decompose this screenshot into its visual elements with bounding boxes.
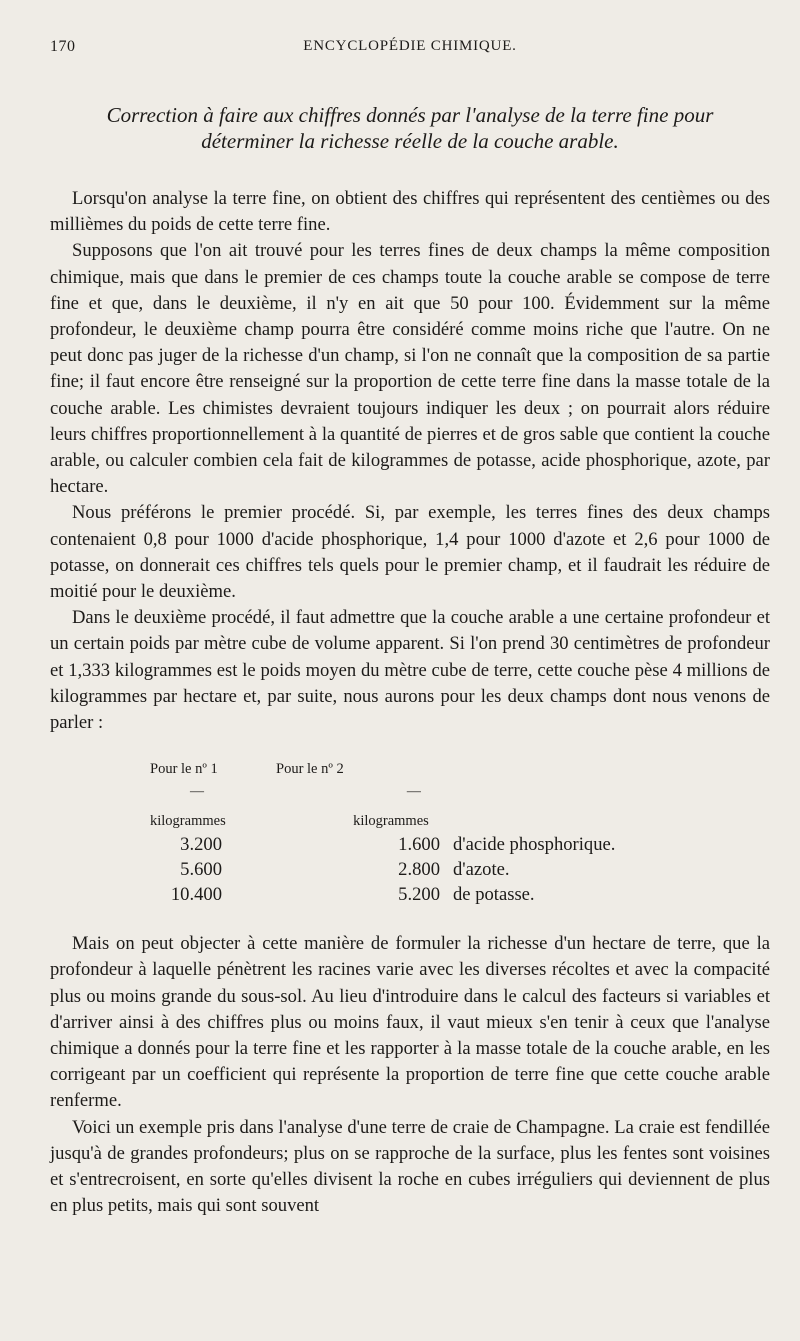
paragraph: Supposons que l'on ait trouvé pour les terres fines de deux champs la même composition chimique, mais que dans le premier de ces champs toute la couche arable se compose de terre fine et que, dans le deuxième, il n'y en ait que 50 pour 100. Évidemment sur la même profondeur, le deuxième champ pourra être considéré comme moins riche que l'autre. On ne peut donc pas juger de la richesse d'un champ, si l'on ne connaît que la composition de sa partie fine; il faut encore être renseigné sur la proportion de cette terre fine dans la masse totale de la couche arable. Les chimistes devraient toujours indiquer les deux ; on pourrait alors réduire leurs chiffres proportionnellement à la quantité de pierres et de gros sable que contient la couche arable, ou calculer combien cela fait de kilogrammes de potasse, acide phosphorique, azote, par hectare. <box>50 240 770 498</box>
column-header-empty <box>440 758 740 780</box>
table-row <box>50 857 770 882</box>
value-field-2: 2.800 <box>398 859 440 881</box>
value-field-2: 5.200 <box>398 884 440 906</box>
body-text-bottom <box>50 931 770 1219</box>
dash-field-1: — <box>190 784 204 800</box>
section-title: Correction à faire aux chiffres donnés par l'analyse de la terre fine pour déterminer la richesse réelle de la couche arable. <box>106 103 714 153</box>
unit-empty <box>500 810 770 832</box>
column-header-field-2: Pour le nº 2 <box>276 761 344 778</box>
unit-field-2: kilogrammes <box>353 813 429 830</box>
column-header-field-1: Pour le nº 1 <box>150 761 218 778</box>
paragraph: Nous préférons le premier procédé. Si, par exemple, les terres fines des deux champs contenaient 0,8 pour 1000 d'acide phosphorique, 1,4 pour 1000 d'azote et 2,6 pour 1000 de potasse, on donnerait ces chiffres tels quels pour le premier champ, et il faudrait les réduire de moitié pour le deuxième. <box>50 502 770 603</box>
value-field-1: 3.200 <box>180 834 222 856</box>
body-text-top <box>50 186 770 736</box>
row-label: d'azote. <box>453 859 510 881</box>
page-header <box>50 34 770 66</box>
value-field-1: 5.600 <box>180 859 222 881</box>
row-label: d'acide phosphorique. <box>453 834 616 856</box>
table-row <box>50 832 770 857</box>
table-unit-row <box>50 810 770 832</box>
paragraph: Lorsqu'on analyse la terre fine, on obtient des chiffres qui représentent des centièmes ou des millièmes du poids de cette terre fine. <box>50 188 770 236</box>
value-field-2: 1.600 <box>398 834 440 856</box>
page-number: 170 <box>50 38 76 55</box>
row-label: de potasse. <box>453 884 535 906</box>
value-field-1: 10.400 <box>170 884 222 906</box>
table-row <box>50 882 770 907</box>
unit-field-1: kilogrammes <box>150 813 226 830</box>
table-dash-row <box>50 782 770 802</box>
paragraph: Dans le deuxième procédé, il faut admettre que la couche arable a une certaine profondeur et un certain poids par mètre cube de volume apparent. Si l'on prend 30 centimètres de profondeur et 1,333 kilogrammes est le poids moyen du mètre cube de terre, cette couche pèse 4 millions de kilogrammes par hectare et, par suite, nous aurons pour les deux champs dont nous venons de parler : <box>50 607 770 734</box>
table-header-row <box>50 758 770 780</box>
paragraph: Voici un exemple pris dans l'analyse d'une terre de craie de Champagne. La craie est fendillée jusqu'à de grandes profondeurs; plus on se rapproche de la surface, plus les fentes sont voisines et s'entrecroisent, en sorte qu'elles divisent la roche en cubes irréguliers qui deviennent de plus en plus petits, mais qui sont souvent <box>50 1116 770 1217</box>
quantities-table <box>50 758 770 907</box>
running-title: ENCYCLOPÉDIE CHIMIQUE. <box>303 38 517 54</box>
dash-field-2: — <box>406 784 421 800</box>
paragraph: Mais on peut objecter à cette manière de formuler la richesse d'un hectare de terre, que la profondeur à laquelle pénètrent les racines varie avec les diverses récoltes et avec la compacité plus ou moins grande du sous-sol. Au lieu d'introduire dans le calcul des facteurs si variables et d'arriver ainsi à des chiffres plus ou moins faux, il vaut mieux s'en tenir à ceux que l'analyse chimique a donnés pour la terre fine et les rapporter à la masse totale de la couche arable, en les corrigeant par un coefficient qui représente la proportion de terre fine que cette couche arable renferme. <box>50 933 770 1112</box>
dash-empty <box>535 782 770 802</box>
